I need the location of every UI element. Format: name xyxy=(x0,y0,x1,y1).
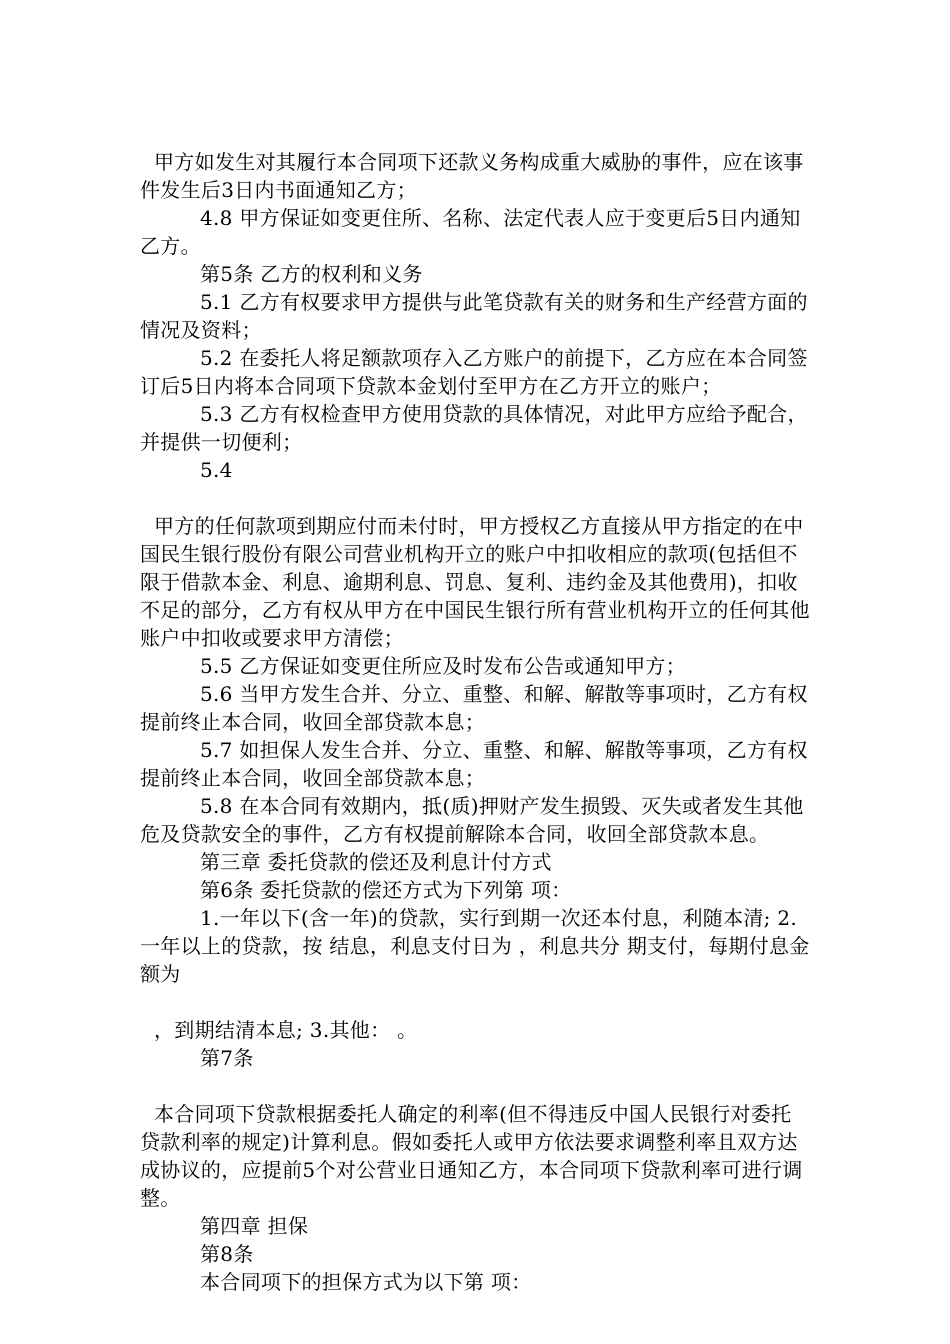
blank-line xyxy=(140,484,810,512)
article-8-body: 本合同项下的担保方式为以下第 项： xyxy=(200,1270,532,1294)
paragraph-notify-threat: 甲方如发生对其履行本合同项下还款义务构成重大威胁的事件，应在该事件发生后3日内书面通知乙方； xyxy=(140,150,804,202)
article-7-body: 本合同项下贷款根据委托人确定的利率(但不得违反中国人民银行对委托贷款利率的规定)计算利息。假如委托人或甲方依法要求调整利率且双方达成协议的，应提前5个对公营业日通知乙方，本合同项下贷款利率可进行调整。 xyxy=(140,1102,803,1210)
clause-4-8: 4.8 甲方保证如变更住所、名称、法定代表人应于变更后5日内通知乙方。 xyxy=(140,206,801,258)
article-7-heading: 第7条 xyxy=(200,1046,254,1070)
clause-5-5: 5.5 乙方保证如变更住所应及时发布公告或通知甲方； xyxy=(200,654,686,678)
clause-5-4-body: 甲方的任何款项到期应付而未付时，甲方授权乙方直接从甲方指定的在中国民生银行股份有限公司营业机构开立的账户中扣收相应的款项(包括但不限于借款本金、利息、逾期利息、罚息、复利、违约金及其他费用)，扣收不足的部分，乙方有权从甲方在中国民生银行所有营业机构开立的任何其他账户中扣收或要求甲方清偿； xyxy=(140,514,810,650)
clause-5-7: 5.7 如担保人发生合并、分立、重整、和解、解散等事项，乙方有权提前终止本合同，收回全部贷款本息； xyxy=(140,738,808,790)
clause-5-2: 5.2 在委托人将足额款项存入乙方账户的前提下，乙方应在本合同签订后5日内将本合同项下贷款本金划付至甲方在乙方开立的账户； xyxy=(140,346,808,398)
article-8-heading: 第8条 xyxy=(200,1242,254,1266)
article-5-heading: 第5条 乙方的权利和义务 xyxy=(200,262,423,286)
blank-line xyxy=(140,988,810,1016)
clause-5-6: 5.6 当甲方发生合并、分立、重整、和解、解散等事项时，乙方有权提前终止本合同，收回全部贷款本息； xyxy=(140,682,808,734)
article-6-heading: 第6条 委托贷款的偿还方式为下列第 项： xyxy=(200,878,572,902)
clause-5-3: 5.3 乙方有权检查甲方使用贷款的具体情况，对此甲方应给予配合，并提供一切便利； xyxy=(140,402,808,454)
blank-line xyxy=(140,1072,810,1100)
document-body xyxy=(140,148,810,1296)
clause-5-8: 5.8 在本合同有效期内，抵(质)押财产发生损毁、灭失或者发生其他危及贷款安全的事件，乙方有权提前解除本合同，收回全部贷款本息。 xyxy=(140,794,804,846)
chapter-4-heading: 第四章 担保 xyxy=(200,1214,309,1238)
chapter-3-heading: 第三章 委托贷款的偿还及利息计付方式 xyxy=(200,850,552,874)
article-6-options: 1.一年以下(含一年)的贷款，实行到期一次还本付息，利随本清; 2.一年以上的贷款，按 结息，利息支付日为 ，利息共分 期支付，每期付息金额为 xyxy=(140,906,810,986)
clause-5-1: 5.1 乙方有权要求甲方提供与此笔贷款有关的财务和生产经营方面的情况及资料； xyxy=(140,290,808,342)
clause-5-4-label: 5.4 xyxy=(200,458,233,482)
article-6-other: ，到期结清本息; 3.其他： 。 xyxy=(154,1018,418,1042)
